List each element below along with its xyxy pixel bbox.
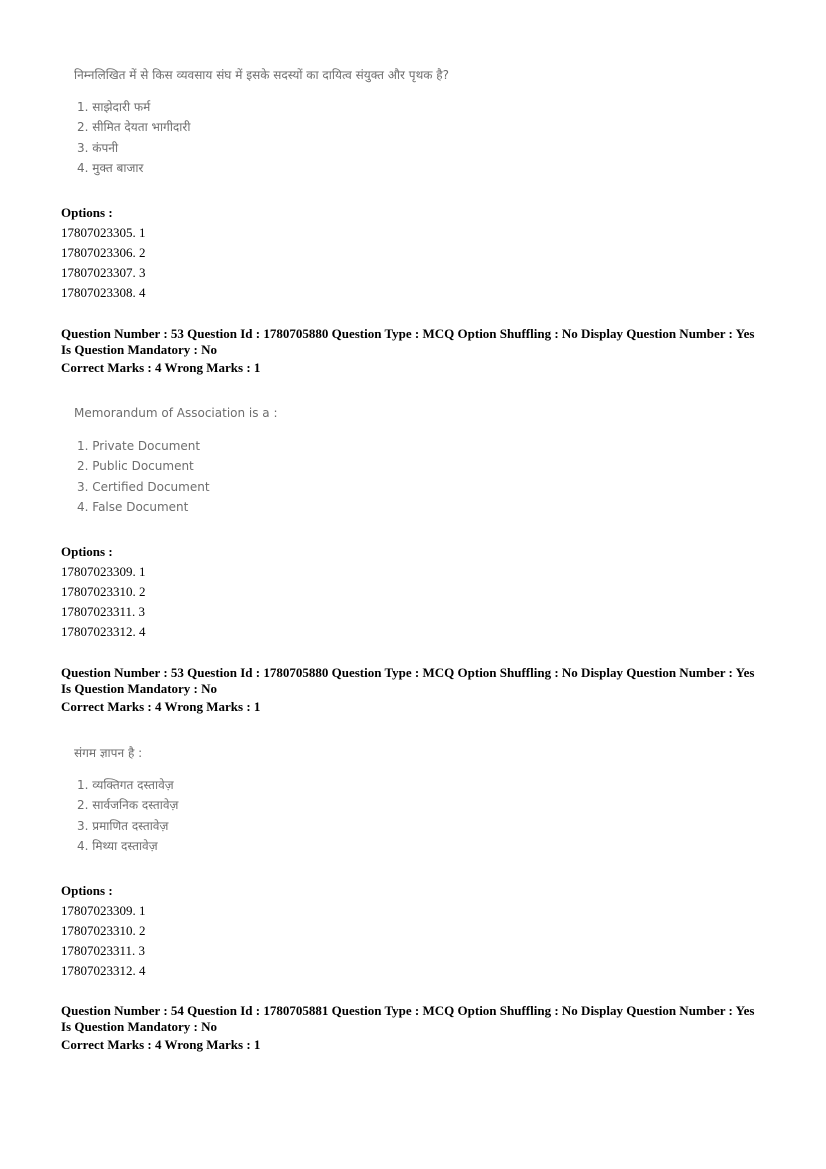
choice-item: 3. Certified Document <box>77 479 210 494</box>
option-item: 17807023310. 2 <box>61 923 146 938</box>
choice-list <box>77 775 542 856</box>
options-block <box>61 881 146 981</box>
choice-item: 3. प्रमाणित दस्तावेज़ <box>77 818 169 833</box>
option-item: 17807023312. 4 <box>61 963 146 978</box>
question-metadata <box>61 665 781 715</box>
question-text: Memorandum of Association is a : <box>74 406 278 420</box>
choice-item: 1. व्यक्तिगत दस्तावेज़ <box>77 778 174 792</box>
options-label: Options : <box>61 544 113 559</box>
choice-item: 1. Private Document <box>77 439 201 453</box>
choice-item: 4. मुक्त बाजार <box>77 160 144 175</box>
mandatory-line: Is Question Mandatory : No <box>61 1019 218 1034</box>
question-metadata <box>61 326 781 376</box>
question-text: निम्नलिखित में से किस व्यवसाय संघ में इसके सदस्यों का दायित्व संयुक्त और पृथक है? <box>74 68 450 82</box>
choice-item: 1. साझेदारी फर्म <box>77 100 151 114</box>
choice-list <box>77 97 542 178</box>
options-label: Options : <box>61 883 113 898</box>
marks-line: Correct Marks : 4 Wrong Marks : 1 <box>61 699 261 714</box>
option-item: 17807023309. 1 <box>61 903 146 918</box>
choice-list <box>77 436 542 517</box>
marks-line: Correct Marks : 4 Wrong Marks : 1 <box>61 360 261 375</box>
option-item: 17807023310. 2 <box>61 584 146 599</box>
question-image-hindi-53 <box>62 744 542 856</box>
question-metadata <box>61 1003 781 1053</box>
options-block <box>61 542 146 642</box>
metadata-line: Question Number : 54 Question Id : 1780705881 Question Type : MCQ Option Shuffling : No Display Question Number : Yes <box>61 1003 755 1018</box>
metadata-line: Question Number : 53 Question Id : 1780705880 Question Type : MCQ Option Shuffling : No Display Question Number : Yes <box>61 665 755 680</box>
option-item: 17807023309. 1 <box>61 564 146 579</box>
mandatory-line: Is Question Mandatory : No <box>61 681 218 696</box>
mandatory-line: Is Question Mandatory : No <box>61 342 218 357</box>
options-label: Options : <box>61 205 113 220</box>
options-block <box>61 203 146 303</box>
choice-item: 3. कंपनी <box>77 140 119 155</box>
choice-item: 4. मिथ्या दस्तावेज़ <box>77 838 158 853</box>
marks-line: Correct Marks : 4 Wrong Marks : 1 <box>61 1037 261 1052</box>
option-item: 17807023311. 3 <box>61 943 146 958</box>
question-text: संगम ज्ञापन है : <box>74 746 143 760</box>
option-item: 17807023311. 3 <box>61 604 146 619</box>
choice-item: 4. False Document <box>77 499 189 514</box>
question-image-english-53 <box>62 406 542 517</box>
option-item: 17807023307. 3 <box>61 265 146 280</box>
option-item: 17807023305. 1 <box>61 225 146 240</box>
question-image-hindi-52 <box>62 66 542 178</box>
metadata-line: Question Number : 53 Question Id : 1780705880 Question Type : MCQ Option Shuffling : No Display Question Number : Yes <box>61 326 755 341</box>
option-item: 17807023312. 4 <box>61 624 146 639</box>
option-item: 17807023306. 2 <box>61 245 146 260</box>
option-item: 17807023308. 4 <box>61 285 146 300</box>
choice-item: 2. सीमित देयता भागीदारी <box>77 120 191 135</box>
choice-item: 2. Public Document <box>77 459 194 474</box>
choice-item: 2. सार्वजनिक दस्तावेज़ <box>77 798 179 813</box>
